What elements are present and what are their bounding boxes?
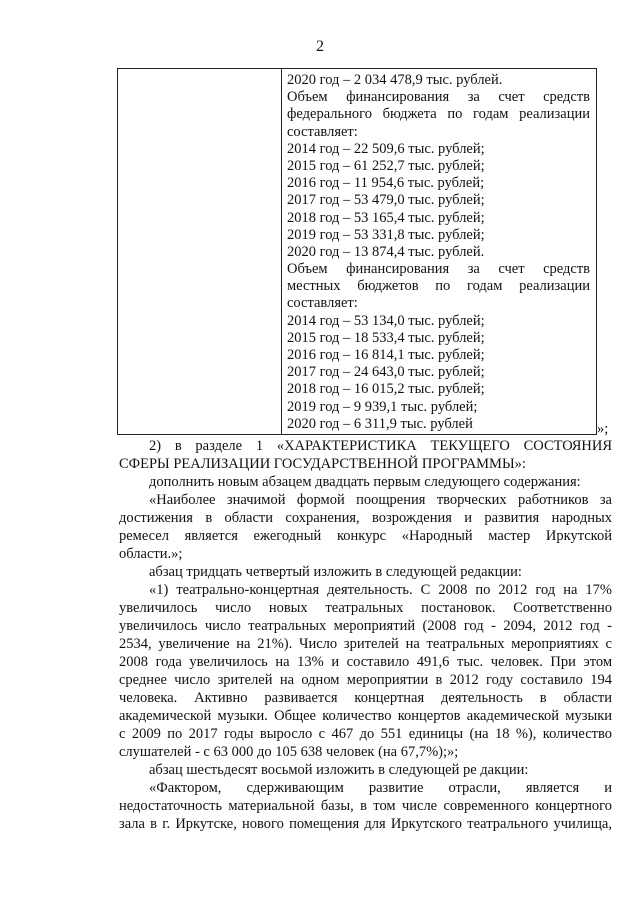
paragraph-line: 2) в разделе 1 «ХАРАКТЕРИСТИКА ТЕКУЩЕГО СОСТОЯНИЯ <box>149 438 612 454</box>
table-text-line: 2014 год – 22 509,6 тыс. рублей; <box>287 140 485 157</box>
paragraph-line: «1) театрально-концертная деятельность. С 2008 по 2012 год на 17% <box>149 582 612 598</box>
table-text-line: 2017 год – 53 479,0 тыс. рублей; <box>287 192 485 209</box>
paragraph-line: слушателей - с 63 000 до 105 638 человек (на 67,7%);»; <box>119 744 459 760</box>
paragraph-line: «Фактором, сдерживающим развитие отрасли, является и <box>149 780 612 796</box>
table-text-line: 2020 год – 2 034 478,9 тыс. рублей. <box>287 72 503 88</box>
paragraph-line: недостаточность материальной базы, в том числе современного концертного <box>119 798 612 814</box>
paragraph-line: 2534, увеличение на 21%). Число зрителей на театральных мероприятиях с <box>119 636 612 652</box>
table-text-line: составляет: <box>287 123 358 140</box>
table-text-line: 2014 год – 53 134,0 тыс. рублей; <box>287 312 485 329</box>
table-left-cell <box>117 68 282 435</box>
paragraph-line: СФЕРЫ РЕАЛИЗАЦИИ ГОСУДАРСТВЕННОЙ ПРОГРАММЫ»: <box>119 456 526 472</box>
table-text-line: 2015 год – 61 252,7 тыс. рублей; <box>287 157 485 174</box>
paragraph-line: абзац шестьдесят восьмой изложить в следующей ре дакции: <box>149 762 529 778</box>
document-body <box>119 437 612 833</box>
table-text-line: 2018 год – 16 015,2 тыс. рублей; <box>287 381 485 398</box>
paragraph-line: дополнить новым абзацем двадцать первым следующего содержания: <box>149 474 581 490</box>
table-text-line: 2017 год – 24 643,0 тыс. рублей; <box>287 364 485 381</box>
paragraph-line: человека. Активно развивается концертная деятельность в области <box>119 690 612 706</box>
paragraph-line: увеличилось число новых театральных постановок. Соответственно <box>119 600 612 616</box>
table-text-line: 2016 год – 16 814,1 тыс. рублей; <box>287 347 485 363</box>
paragraph-line: абзац тридцать четвертый изложить в следующей редакции: <box>149 564 522 580</box>
table-text-line: 2020 год – 13 874,4 тыс. рублей. <box>287 243 485 260</box>
table-right-cell <box>281 68 597 435</box>
program-passport-table <box>117 68 597 435</box>
paragraph-line: зала в г. Иркутске, нового помещения для Иркутского театрального училища, <box>119 816 612 832</box>
paragraph-line: области.»; <box>119 546 183 562</box>
paragraph-line: «Наиболее значимой формой поощрения творческих работников за <box>149 492 612 508</box>
paragraph-line: увеличилось число театральных мероприятий (2008 год - 2094, 2012 год - <box>119 618 612 634</box>
financing-text <box>287 72 590 433</box>
paragraph-line: академической музыки. Общее количество концертов академической музыки <box>119 708 612 724</box>
table-text-line: Объем финансирования за счет средств <box>287 261 590 278</box>
paragraph-line: 2008 года увеличилось на 13% и составило 491,6 тыс. человек. При этом <box>119 654 612 670</box>
table-text-line: 2019 год – 53 331,8 тыс. рублей; <box>287 226 485 243</box>
table-text-line: Объем финансирования за счет средств <box>287 89 590 106</box>
table-text-line: 2018 год – 53 165,4 тыс. рублей; <box>287 209 485 226</box>
paragraph-line: с 2009 по 2017 годы выросло с 467 до 551 единицы (на 18 %), количество <box>119 726 612 742</box>
table-text-line: 2016 год – 11 954,6 тыс. рублей; <box>287 175 485 192</box>
table-text-line: федерального бюджета по годам реализации <box>287 106 590 123</box>
table-text-line: местных бюджетов по годам реализации <box>287 278 590 295</box>
table-text-line: 2020 год – 6 311,9 тыс. рублей <box>287 415 473 432</box>
table-text-line: 2015 год – 18 533,4 тыс. рублей; <box>287 329 485 346</box>
page-number: 2 <box>316 38 324 55</box>
table-text-line: составляет: <box>287 295 358 312</box>
paragraph-line: среднее число зрителей на одном мероприятии в 2012 году составило 194 <box>119 672 612 688</box>
paragraph-line: достижения в области сохранения, возрождения и развития народных <box>119 510 612 526</box>
closing-quote-mark: »; <box>597 421 609 437</box>
table-text-line: 2019 год – 9 939,1 тыс. рублей; <box>287 398 478 415</box>
paragraph-line: ремесел является ежегодный конкурс «Народный мастер Иркутской <box>119 528 612 544</box>
